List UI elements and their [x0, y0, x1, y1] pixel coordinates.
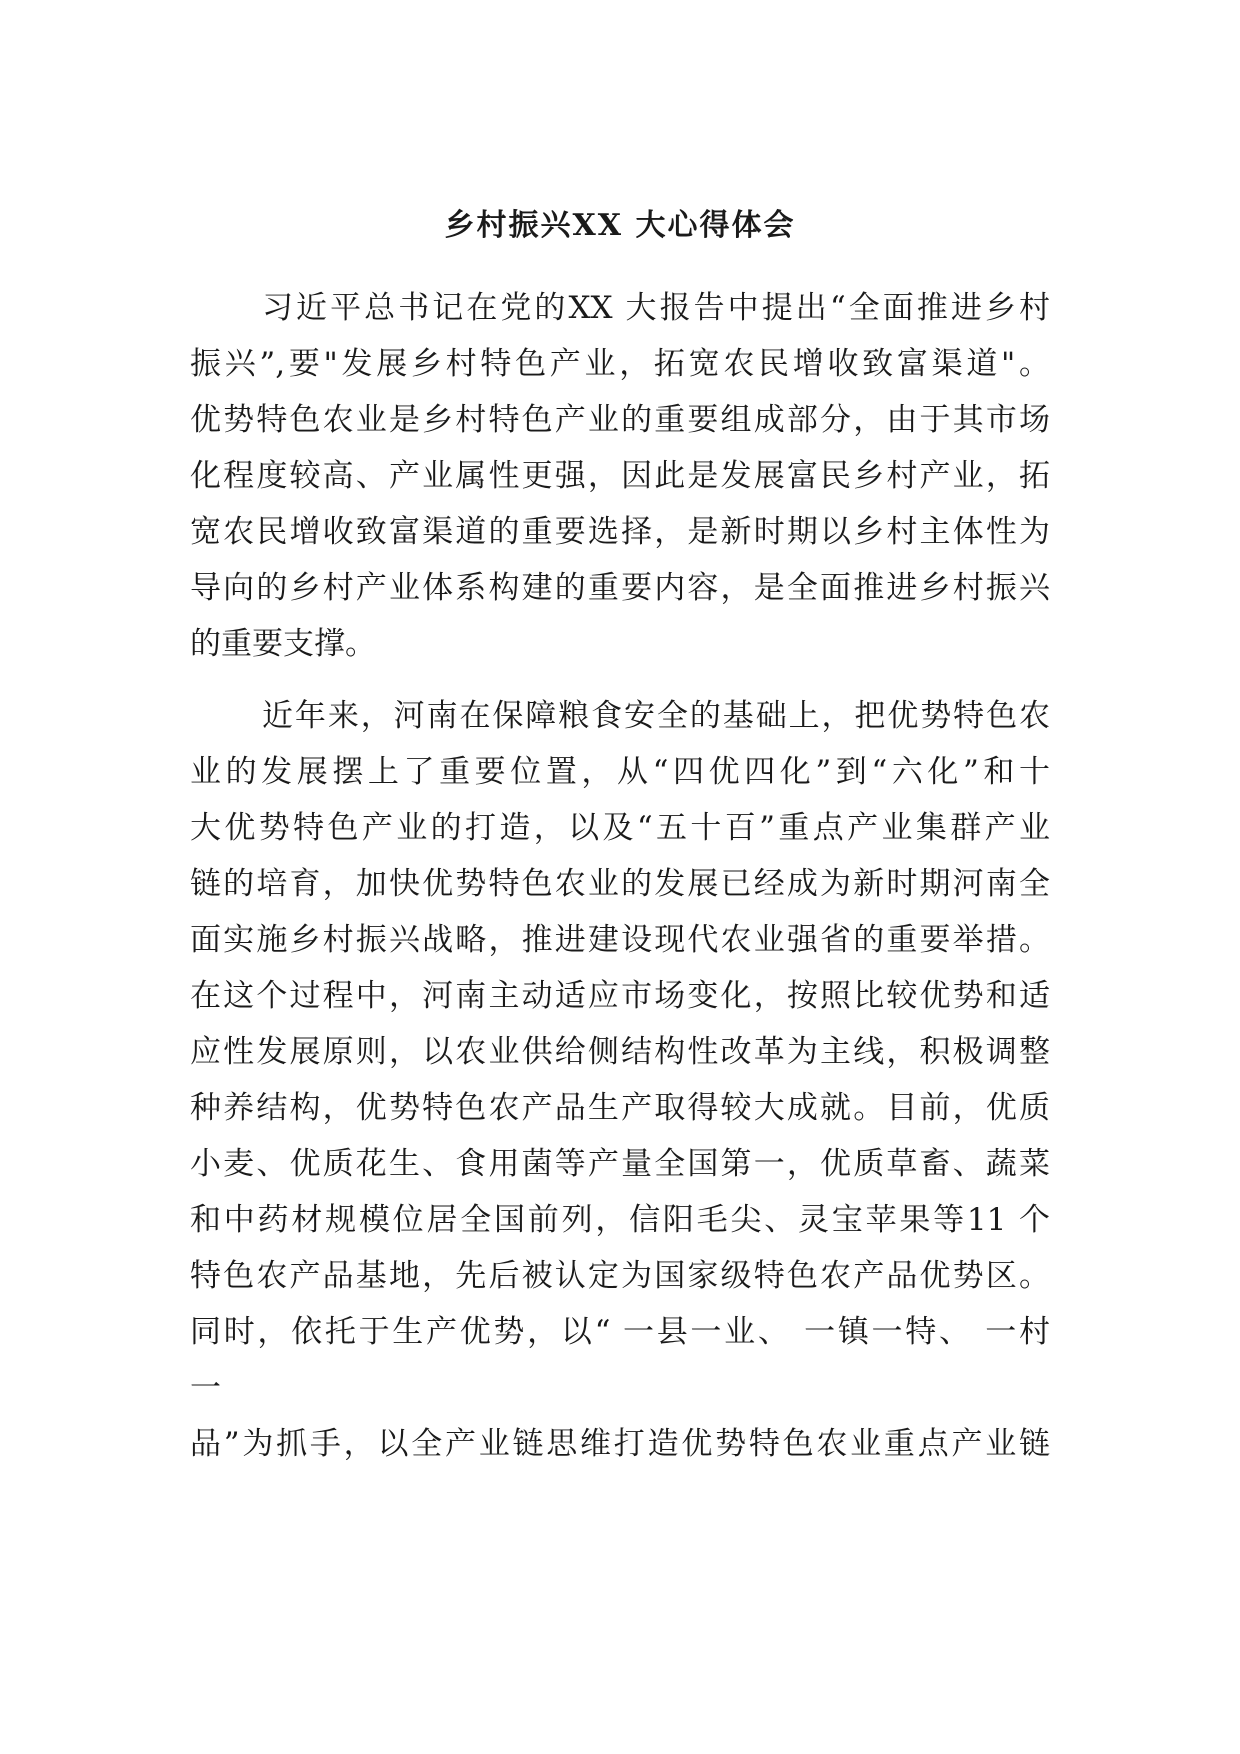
paragraph-line: 和中药材规模位居全国前列，信阳毛尖、灵宝苹果等11 个 — [190, 1202, 1050, 1238]
paragraph-line: 在这个过程中，河南主动适应市场变化，按照比较优势和适 — [190, 978, 1050, 1014]
paragraph-line: 优势特色农业是乡村特色产业的重要组成部分，由于其市场 — [190, 402, 1050, 438]
paragraph-line: 的重要支撑。 — [190, 626, 376, 662]
paragraph-line: 特色农产品基地，先后被认定为国家级特色农产品优势区。 — [190, 1258, 1050, 1294]
paragraph-line: 链的培育，加快优势特色农业的发展已经成为新时期河南全 — [190, 866, 1050, 902]
paragraph-line: 化程度较高、产业属性更强，因此是发展富民乡村产业，拓 — [190, 458, 1050, 494]
paragraph-spacer — [190, 672, 1050, 688]
paragraph-line: 振兴”,要"发展乡村特色产业，拓宽农民增收致富渠道"。 — [190, 346, 1050, 382]
document-title: 乡村振兴XX 大心得体会 — [444, 208, 796, 243]
paragraph-line: 大优势特色产业的打造，以及“五十百”重点产业集群产业 — [190, 810, 1050, 846]
paragraph-line: 业的发展摆上了重要位置，从“四优四化”到“六化”和十 — [190, 754, 1050, 790]
paragraph-line: 宽农民增收致富渠道的重要选择，是新时期以乡村主体性为 — [190, 514, 1050, 550]
paragraph-line: 小麦、优质花生、食用菌等产量全国第一，优质草畜、蔬菜 — [190, 1146, 1050, 1182]
paragraph-line: 面实施乡村振兴战略，推进建设现代农业强省的重要举措。 — [190, 922, 1050, 958]
paragraph-line: 一 — [190, 1370, 221, 1406]
paragraph-line: 同时，依托于生产优势，以“ 一县一业、 一镇一特、 一村 — [190, 1314, 1050, 1350]
paragraph-line: 习近平总书记在党的XX 大报告中提出“全面推进乡村 — [262, 290, 1050, 326]
paragraph-line: 近年来，河南在保障粮食安全的基础上，把优势特色农 — [262, 698, 1050, 734]
paragraph-line: 种养结构，优势特色农产品生产取得较大成就。目前，优质 — [190, 1090, 1050, 1126]
paragraph-line: 应性发展原则，以农业供给侧结构性改革为主线，积极调整 — [190, 1034, 1050, 1070]
paragraph-1 — [190, 280, 1050, 672]
paragraph-2 — [190, 688, 1050, 1472]
document-body — [190, 280, 1050, 1472]
paragraph-line: 品”为抓手，以全产业链思维打造优势特色农业重点产业链 — [190, 1426, 1050, 1462]
paragraph-line: 导向的乡村产业体系构建的重要内容，是全面推进乡村振兴 — [190, 570, 1050, 606]
